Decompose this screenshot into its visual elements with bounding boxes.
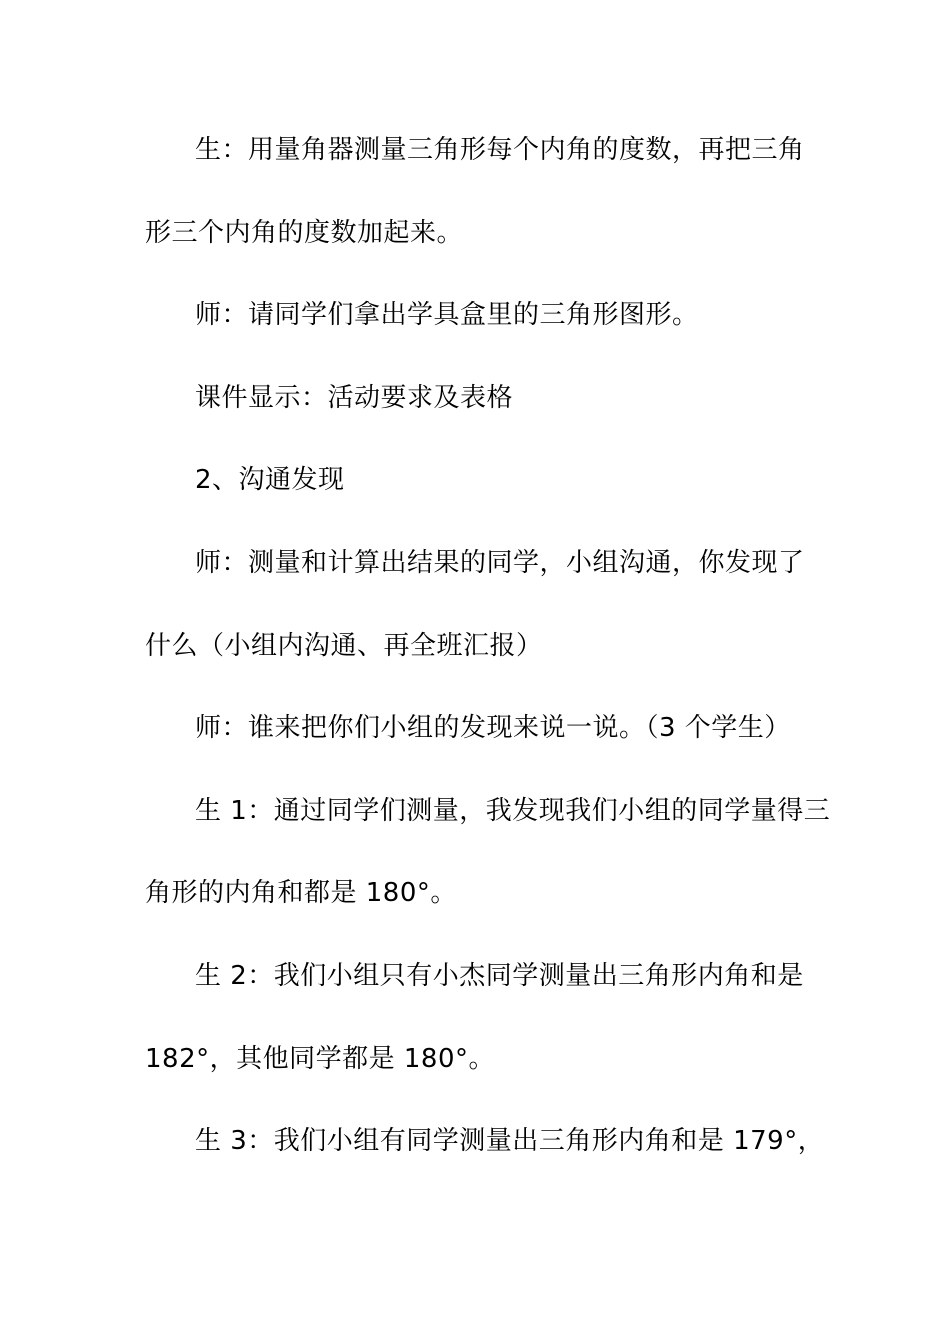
paragraph-line: 生 1：通过同学们测量，我发现我们小组的同学量得三 (195, 796, 831, 826)
paragraph-line: 课件显示：活动要求及表格 (195, 383, 514, 413)
paragraph-line: 生 2：我们小组只有小杰同学测量出三角形内角和是 (195, 961, 804, 991)
paragraph-line: 师：请同学们拿出学具盒里的三角形图形。 (195, 300, 699, 330)
paragraph-line: 师：测量和计算出结果的同学，小组沟通，你发现了 (195, 548, 805, 578)
paragraph-line: 生 3：我们小组有同学测量出三角形内角和是 179°， (195, 1126, 825, 1156)
paragraph-line: 师：谁来把你们小组的发现来说一说。（3 个学生） (195, 713, 791, 743)
paragraph-line: 什么（小组内沟通、再全班汇报） (145, 631, 543, 661)
paragraph-line: 生：用量角器测量三角形每个内角的度数，再把三角 (195, 135, 805, 165)
paragraph-line: 角形的内角和都是 180°。 (145, 878, 457, 908)
paragraph-line: 形三个内角的度数加起来。 (145, 218, 464, 248)
section-heading: 2、沟通发现 (195, 465, 345, 495)
paragraph-line: 182°，其他同学都是 180°。 (145, 1044, 496, 1074)
